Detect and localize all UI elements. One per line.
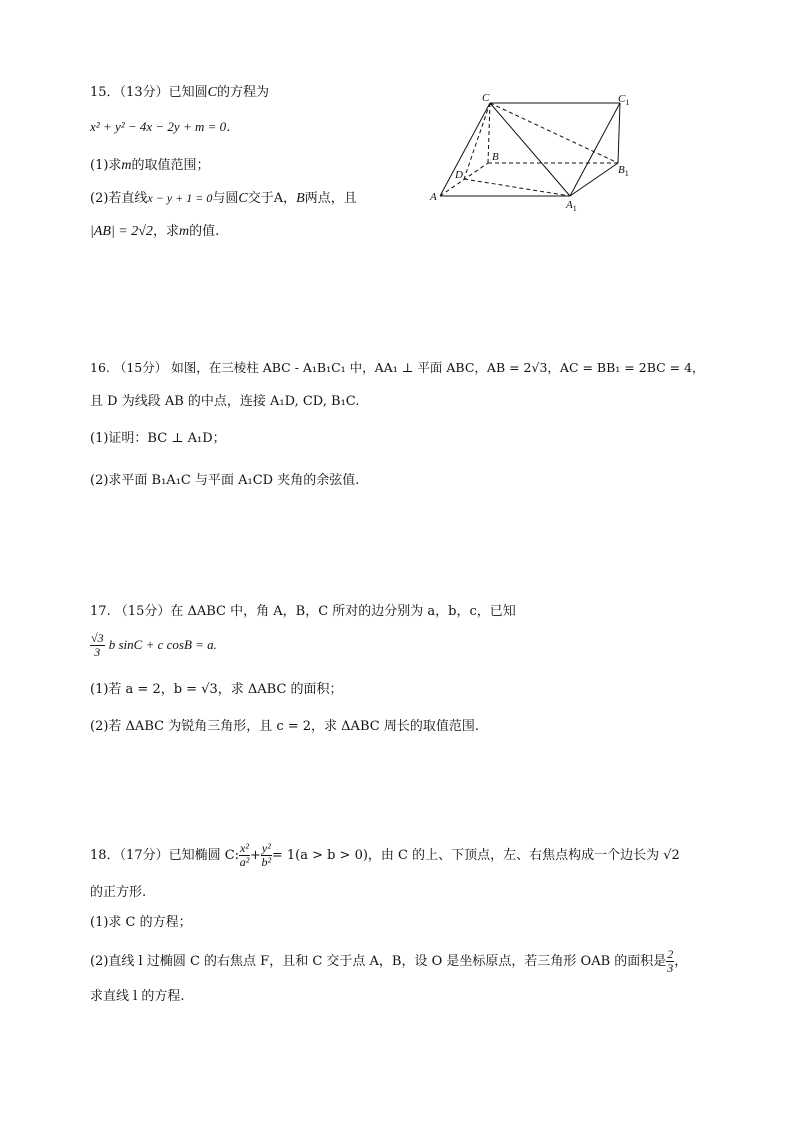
q15-header <box>90 84 269 102</box>
q17-condition <box>90 632 217 659</box>
q18-part2-a: (2)直线 l 过椭圆 C 的右焦点 F，且和 C 交于点 A，B，设 O 是坐标原点，若三角形 OAB 的面积是 <box>90 954 667 969</box>
label-A1: $A_1$ <box>566 199 577 213</box>
q15-part2-b: B <box>296 191 305 206</box>
q15-part2-c: C <box>238 191 248 206</box>
prism-figure <box>428 88 638 213</box>
q18-frac-y: $\frac{\text{y²}}{\text{b²}}$ <box>261 841 272 869</box>
q15-part1-var: m <box>121 158 132 173</box>
q18-part1: (1)求 C 的方程； <box>90 915 192 930</box>
q15-header-tail: 的方程为 <box>216 85 269 100</box>
q17-fraction: $\frac{√3}{3}$ <box>91 631 104 659</box>
q18-area-frac: $\frac{2}{3}$ <box>667 947 674 975</box>
q15-part2-text: (2)若直线 <box>90 191 148 206</box>
q15-part2-end: 两点，且 <box>304 191 357 206</box>
label-C1: $C_1$ <box>618 93 630 107</box>
q15-equation: x² + y² − 4x − 2y + m = 0． <box>90 119 240 134</box>
q15-part2-mid: 与圆 <box>212 191 239 206</box>
q17-part2: (2)若 ΔABC 为锐角三角形，且 c = 2，求 ΔABC 周长的取值范围. <box>90 719 479 734</box>
q15-final: 的值. <box>189 224 220 239</box>
label-B1: $B_1$ <box>618 164 629 178</box>
q18-line1-a: 18．（17分）已知椭圆 C: <box>90 848 240 863</box>
q15-ab-condition: |AB| = 2√2 <box>90 224 153 239</box>
q16-line1: 16. （15分） 如图，在三棱柱 ABC - A₁B₁C₁ 中，AA₁ ⊥ 平面 ABC，AB = 2√3，AC = BB₁ = 2BC = 4， <box>90 360 705 375</box>
q15-line-eq: x − y + 1 = 0 <box>147 191 213 205</box>
q15-header-text: 15．（13分）已知圆 <box>90 85 208 100</box>
q18-frac-x: $\frac{\text{x²}}{\text{a²}}$ <box>239 841 250 869</box>
q18-line1 <box>90 842 680 869</box>
q16-line2: 且 D 为线段 AB 的中点，连接 A₁D, CD, B₁C. <box>90 394 360 409</box>
label-D: D <box>455 169 463 181</box>
q16-part1: (1)证明：BC ⊥ A₁D； <box>90 431 226 446</box>
q18-part2 <box>90 948 687 975</box>
q17-part1: (1)若 a = 2，b = √3，求 ΔABC 的面积； <box>90 682 343 697</box>
label-A: A <box>430 191 437 203</box>
q18-line1-b: = 1(a > b > 0)，由 C 的上、下顶点，左、右焦点构成一个边长为 √2 <box>271 848 680 863</box>
q15-part1 <box>90 157 210 175</box>
label-B: B <box>492 151 499 163</box>
q18-part3: 求直线 l 的方程. <box>90 989 185 1004</box>
q15-part2-tail: 交于A， <box>247 191 297 206</box>
q15-part1-tail: 的取值范围； <box>131 158 210 173</box>
q15-part1-text: (1)求 <box>90 158 122 173</box>
q17-line1: 17. （15分）在 ΔABC 中，角 A，B，C 所对的边分别为 a，b，c，已知 <box>90 604 516 619</box>
q15-circle-var: C <box>207 85 217 100</box>
q15-part2-cont <box>90 223 219 241</box>
q15-part2 <box>90 189 357 208</box>
q18-line2: 的正方形. <box>90 885 147 900</box>
q18-part2-b: ， <box>674 954 688 969</box>
q17-condition-tail: b sinC + c cosB = a. <box>108 637 217 652</box>
q16-part2: (2)求平面 B₁A₁C 与平面 A₁CD 夹角的余弦值. <box>90 473 360 488</box>
q15-m-var: m <box>178 224 190 239</box>
q18-plus: + <box>249 848 261 863</box>
q15-cond-tail: ，求 <box>152 224 179 239</box>
label-C: C <box>482 92 490 104</box>
